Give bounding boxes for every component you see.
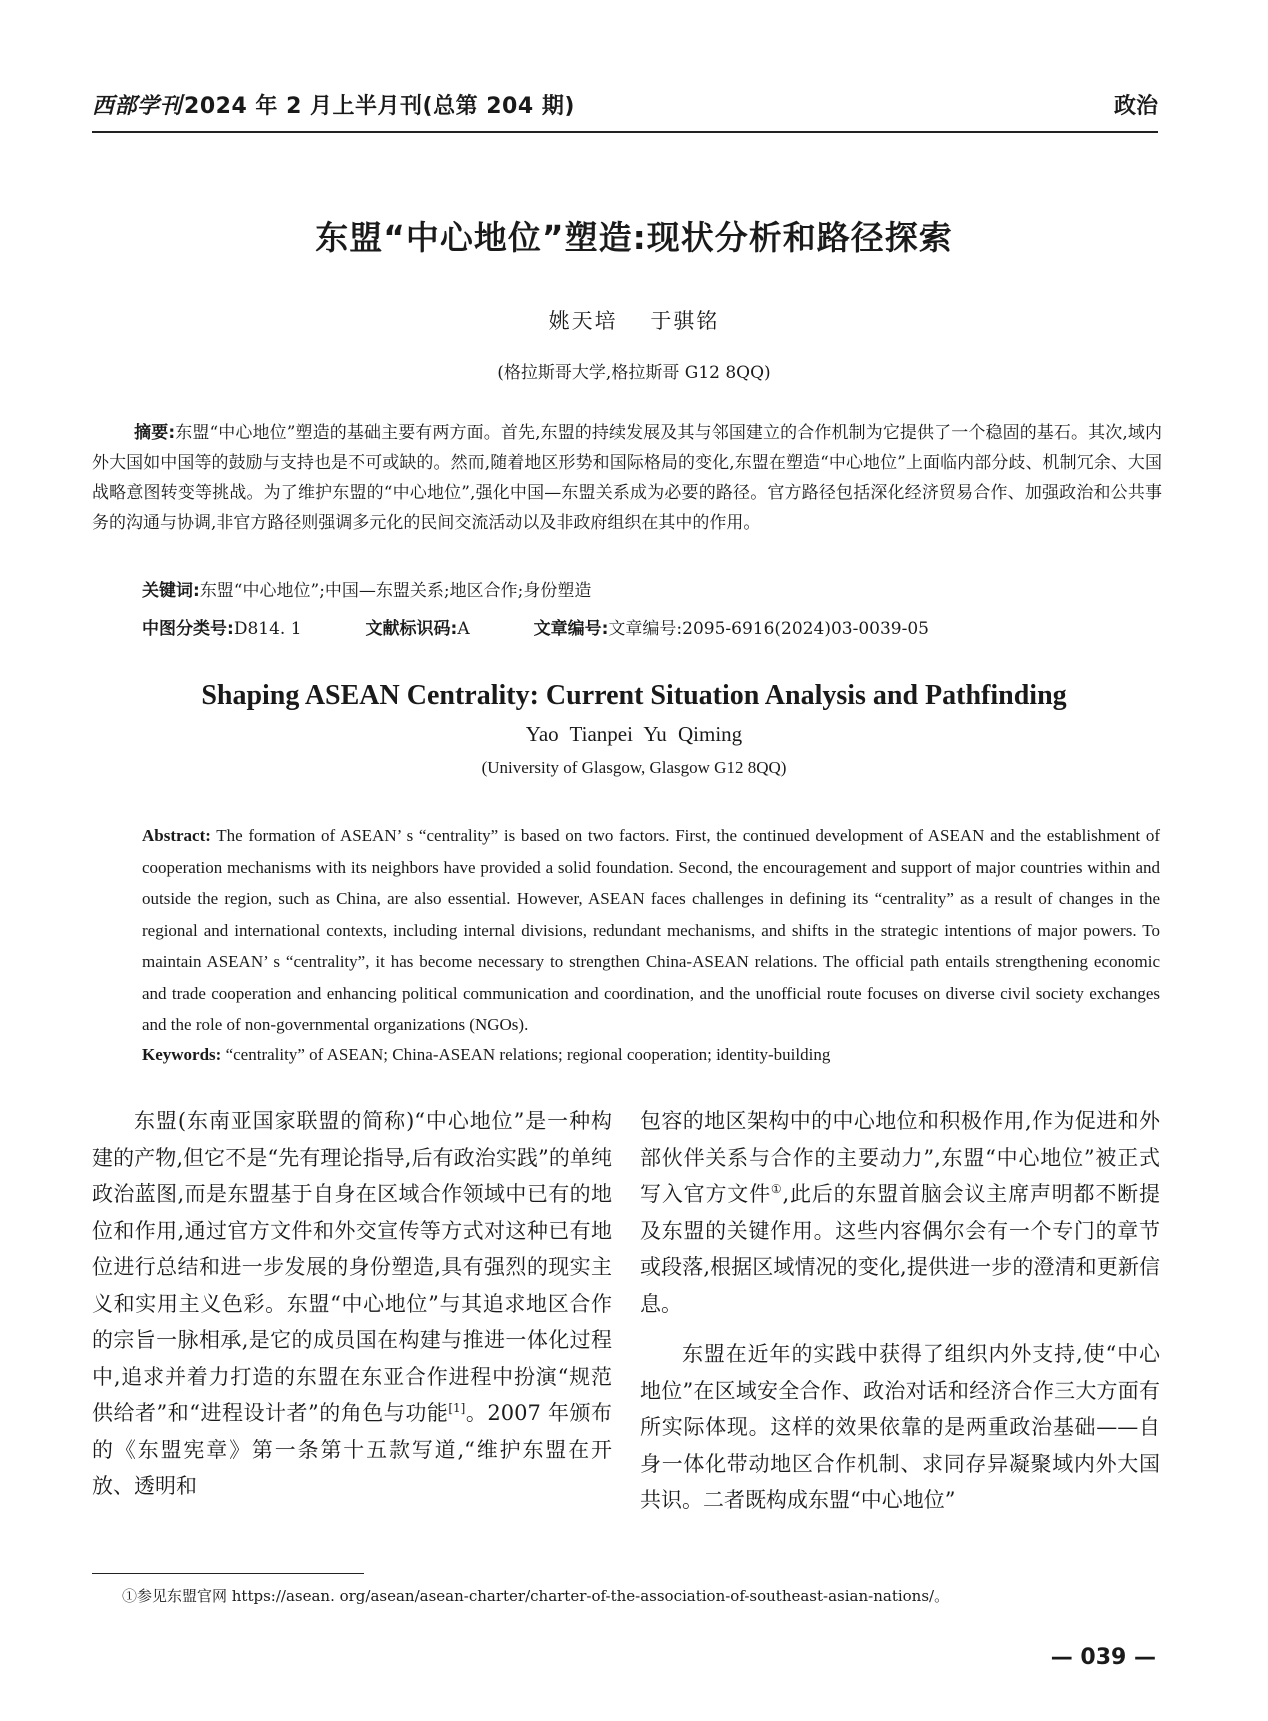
abstract-en-text: The formation of ASEAN’ s “centrality” is based on two factors. First, the continued development of ASEAN and the establishment of cooperation mechanisms with its neighbors have provided a solid foundation. Second, the encouragement and support of major countries within and outside the region, such as China, are also essential. However, ASEAN faces challenges in defining its “centrality” as a result of changes in the regional and international contexts, including internal divisions, redundant mechanisms, and shifts in the strategic intentions of major powers. To maintain ASEAN’ s “centrality”, it has become necessary to strengthen China-ASEAN relations. The official path entails strengthening economic and trade cooperation and enhancing political communication and coordination, and the unofficial route focuses on diverse civil society exchanges and the role of non-governmental organizations (NGOs).: [142, 826, 1160, 1034]
keywords-cn: [142, 576, 1162, 601]
keywords-en-label: Keywords:: [142, 1045, 222, 1064]
article-title-en: Shaping ASEAN Centrality: Current Situation Analysis and Pathfinding: [201, 680, 1067, 711]
keywords-en: [142, 1045, 1160, 1065]
authors-cn: 姚天培 于骐铭: [548, 309, 720, 333]
body-column-right: [640, 1103, 1160, 1519]
clc-label: 中图分类号:: [142, 619, 234, 639]
body-text: 东盟(东南亚国家联盟的简称)“中心地位”是一种构建的产物,但它不是“先有理论指导,后有政治实践”的单纯政治蓝图,而是东盟基于自身在区域合作领域中已有的地位和作用,通过官方文件和外交宣传等方式对这种已有地位进行总结和进一步发展的身份塑造,具有强烈的现实主义和实用主义色彩。东盟“中心地位”与其追求地区合作的宗旨一脉相承,是它的成员国在构建与推进一体化过程中,追求并着力打造的东盟在东亚合作进程中扮演“规范供给者”和“进程设计者”的角色与功能: [92, 1109, 612, 1425]
abstract-cn-label: 摘要:: [134, 423, 176, 443]
citation-ref[interactable]: [1]: [448, 1401, 466, 1415]
body-paragraph: [640, 1103, 1160, 1322]
article-title-cn: 东盟“中心地位”塑造:现状分析和路径探索: [315, 218, 953, 257]
classification-meta: [142, 614, 1162, 639]
doc-code-value: A: [457, 619, 470, 639]
doc-code-label: 文献标识码:: [365, 619, 458, 639]
body-text: ,此后的东盟首脑会议主席声明都不断提及东盟的关键作用。这些内容偶尔会有一个专门的章节或段落,根据区域情况的变化,提供进一步的澄清和更新信息。: [640, 1182, 1160, 1316]
journal-logo: 西部学刊: [92, 93, 183, 119]
header-divider: [92, 131, 1158, 133]
section-label: 政治: [1113, 94, 1158, 119]
body-text: 。2007 年颁布的《东盟宪章》第一条第十五款写道,“维护东盟在开放、透明和: [92, 1401, 612, 1498]
abstract-cn: [92, 418, 1162, 538]
footnote-marker[interactable]: ①: [770, 1182, 783, 1196]
abstract-en-label: Abstract:: [142, 826, 211, 845]
affiliation-en: (University of Glasgow, Glasgow G12 8QQ): [481, 758, 787, 777]
body-paragraph: [92, 1103, 612, 1505]
affiliation-cn: (格拉斯哥大学,格拉斯哥 G12 8QQ): [497, 363, 771, 383]
footnote-divider: [92, 1573, 364, 1574]
authors-en: Yao Tianpei Yu Qiming: [525, 722, 743, 746]
body-paragraph: 东盟在近年的实践中获得了组织内外支持,使“中心地位”在区域安全合作、政治对话和经济合作三大方面有所实际体现。这样的效果依靠的是两重政治基础——自身一体化带动地区合作机制、求同存异凝聚域内外大国共识。二者既构成东盟“中心地位”: [640, 1342, 1160, 1512]
body-text: 包容的地区架构中的中心地位和积极作用,作为促进和外部伙伴关系与合作的主要动力”,东盟“中心地位”被正式写入官方文件: [640, 1109, 1160, 1206]
keywords-cn-text: 东盟“中心地位”;中国—东盟关系;地区合作;身份塑造: [199, 581, 592, 601]
abstract-cn-text: 东盟“中心地位”塑造的基础主要有两方面。首先,东盟的持续发展及其与邻国建立的合作机制为它提供了一个稳固的基石。其次,域内外大国如中国等的鼓励与支持也是不可或缺的。然而,随着地区形势和国际格局的变化,东盟在塑造“中心地位”上面临内部分歧、机制冗余、大国战略意图转变等挑战。为了维护东盟的“中心地位”,强化中国—东盟关系成为必要的路径。官方路径包括深化经济贸易合作、加强政治和公共事务的沟通与协调,非官方路径则强调多元化的民间交流活动以及非政府组织在其中的作用。: [92, 423, 1162, 533]
page-number: — 039 —: [1050, 1645, 1156, 1670]
article-no-label: 文章编号:: [533, 619, 609, 639]
footnote: ①参见东盟官网 https://asean. org/asean/asean-charter/charter-of-the-association-of-southeast-asian-nations/。: [122, 1587, 950, 1605]
journal-header: [92, 89, 575, 120]
journal-issue: 2024 年 2 月上半月刊(总第 204 期): [184, 94, 575, 119]
body-column-left: [92, 1103, 612, 1505]
abstract-en: [142, 820, 1160, 1041]
keywords-cn-label: 关键词:: [142, 581, 200, 601]
article-no-value: 文章编号:2095-6916(2024)03-0039-05: [608, 619, 929, 639]
clc-value: D814. 1: [233, 619, 302, 639]
keywords-en-text: “centrality” of ASEAN; China-ASEAN relations; regional cooperation; identity-building: [225, 1045, 831, 1064]
